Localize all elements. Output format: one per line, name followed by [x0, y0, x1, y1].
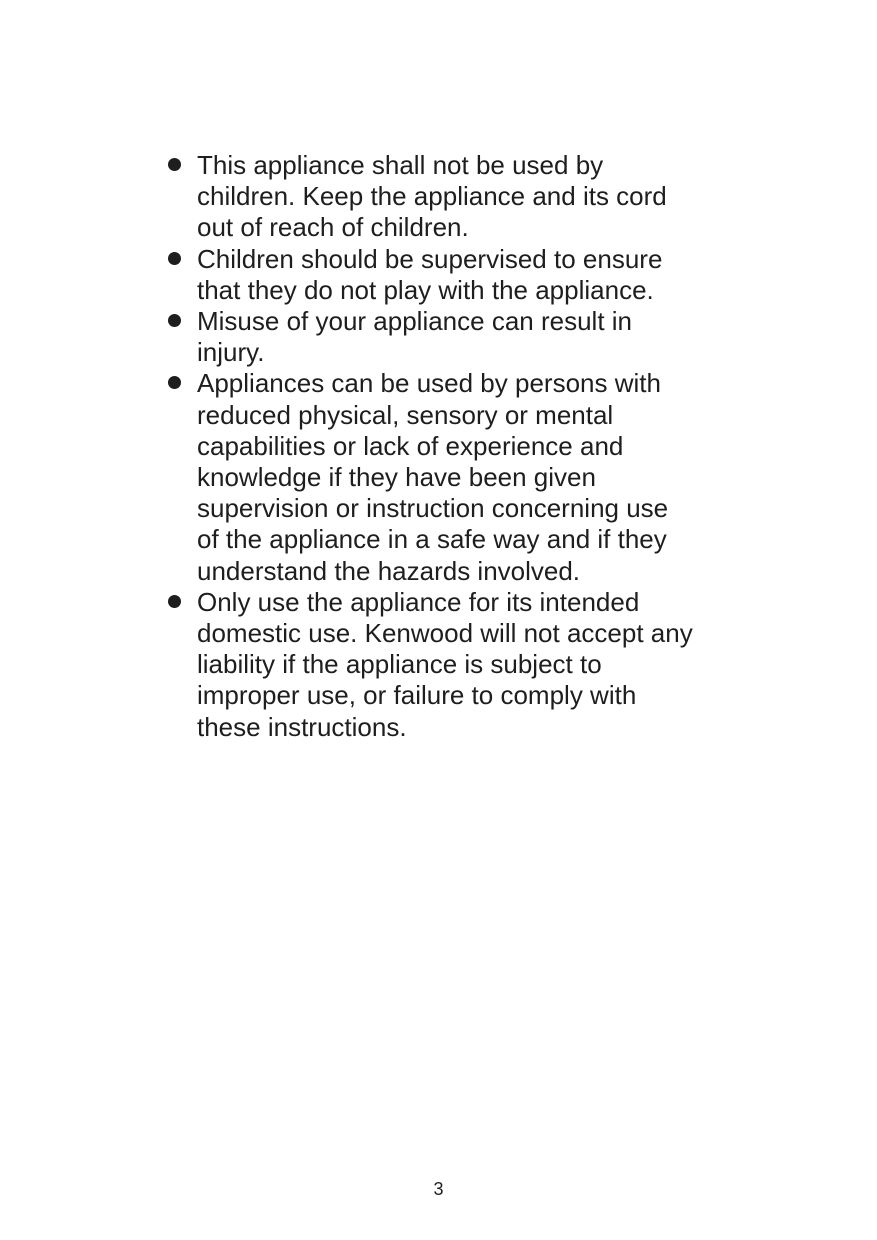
list-item-text: Only use the appliance for its intended domestic use. Kenwood will not accept any liability if the appliance is subject to improper use, or failure to comply with these instructions.: [197, 586, 693, 742]
list-item: [166, 368, 696, 586]
bullet-icon: [168, 158, 181, 171]
list-item: [166, 244, 696, 306]
safety-instructions-list: [166, 150, 696, 743]
list-item-text: Appliances can be used by persons with reduced physical, sensory or mental capabilities or lack of experience and knowledge if they have been given supervision or instruction concerning use of the appliance in a safe way and if they understand the hazards involved.: [197, 368, 669, 586]
list-item-text: This appliance shall not be used by children. Keep the appliance and its cord out of reach of children.: [197, 150, 667, 243]
list-item: [166, 306, 696, 368]
list-item: [166, 587, 696, 743]
bullet-icon: [168, 314, 181, 327]
list-item-text: Children should be supervised to ensure that they do not play with the appliance.: [197, 243, 663, 305]
list-item-text: Misuse of your appliance can result in injury.: [197, 306, 633, 368]
list-item: [166, 150, 696, 244]
bullet-icon: [168, 376, 181, 389]
page-number: 3: [433, 1179, 444, 1199]
bullet-icon: [168, 252, 181, 265]
bullet-icon: [168, 595, 181, 608]
